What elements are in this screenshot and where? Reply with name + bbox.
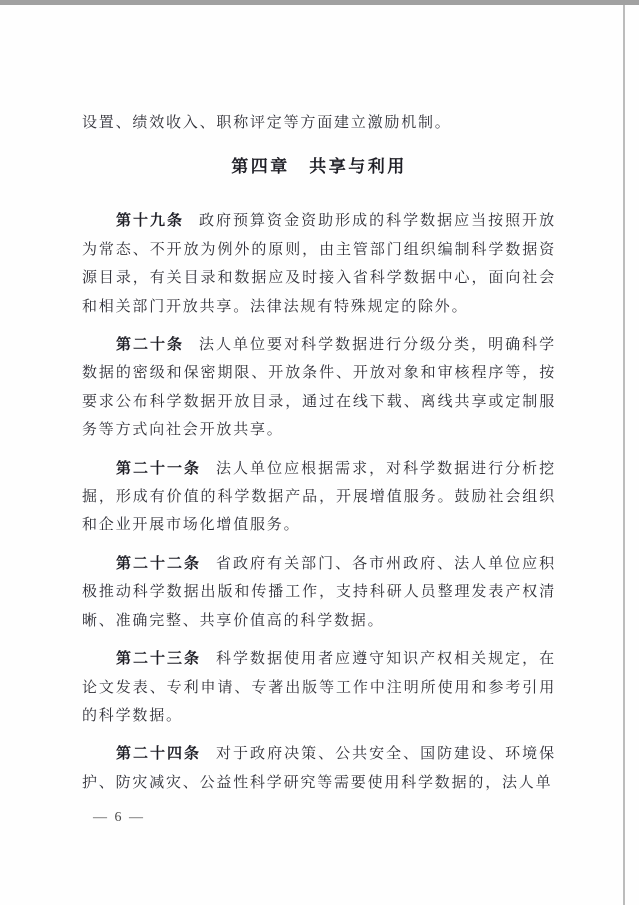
document-body [82,109,556,797]
article-paragraph-23 [82,645,556,730]
article-text: 省政府有关部门、各市州政府、法人单位应积极推动科学数据出版和传播工作，支持科研人员整理发表产权清晰、准确完整、共享价值高的科学数据。 [82,555,556,629]
chapter-heading: 第四章 共享与利用 [231,157,407,177]
article-number-label: 第二十二条 [116,554,202,572]
article-number-label: 第十九条 [116,212,185,230]
article-number-label: 第二十条 [116,336,185,354]
scan-edge-top-bar [0,0,639,5]
article-text: 法人单位要对科学数据进行分级分类，明确科学数据的密级和保密期限、开放条件、开放对象和审核程序等，按要求公布科学数据开放目录，通过在线下载、离线共享或定制服务等方式向社会开放共享。 [82,337,556,439]
article-paragraph-21 [82,455,556,540]
article-number-label: 第二十三条 [116,650,202,668]
article-number-label: 第二十一条 [116,459,202,477]
article-paragraph-20 [82,331,556,445]
continuation-paragraph: 设置、绩效收入、职称评定等方面建立激励机制。 [82,115,452,131]
article-text: 对于政府决策、公共安全、国防建设、环境保护、防灾减灾、公益性科学研究等需要使用科学数据的，法人单 [82,746,556,791]
article-paragraph-22 [82,550,556,635]
article-text: 科学数据使用者应遵守知识产权相关规定，在论文发表、专利申请、专著出版等工作中注明所使用和参考引用的科学数据。 [82,651,556,724]
article-paragraph-24 [82,740,556,797]
article-text: 法人单位应根据需求，对科学数据进行分析挖掘，形成有价值的科学数据产品，开展增值服务。鼓励社会组织和企业开展市场化增值服务。 [82,460,556,534]
scan-edge-right-line [623,5,625,905]
article-number-label: 第二十四条 [116,745,202,763]
article-text: 政府预算资金资助形成的科学数据应当按照开放为常态、不开放为例外的原则，由主管部门组织编制科学数据资源目录，有关目录和数据应及时接入省科学数据中心，面向社会和相关部门开放共享。法律法规有特殊规定的除外。 [82,213,556,315]
article-paragraph-19 [82,207,556,321]
page-number-footer: — 6 — [93,810,145,825]
